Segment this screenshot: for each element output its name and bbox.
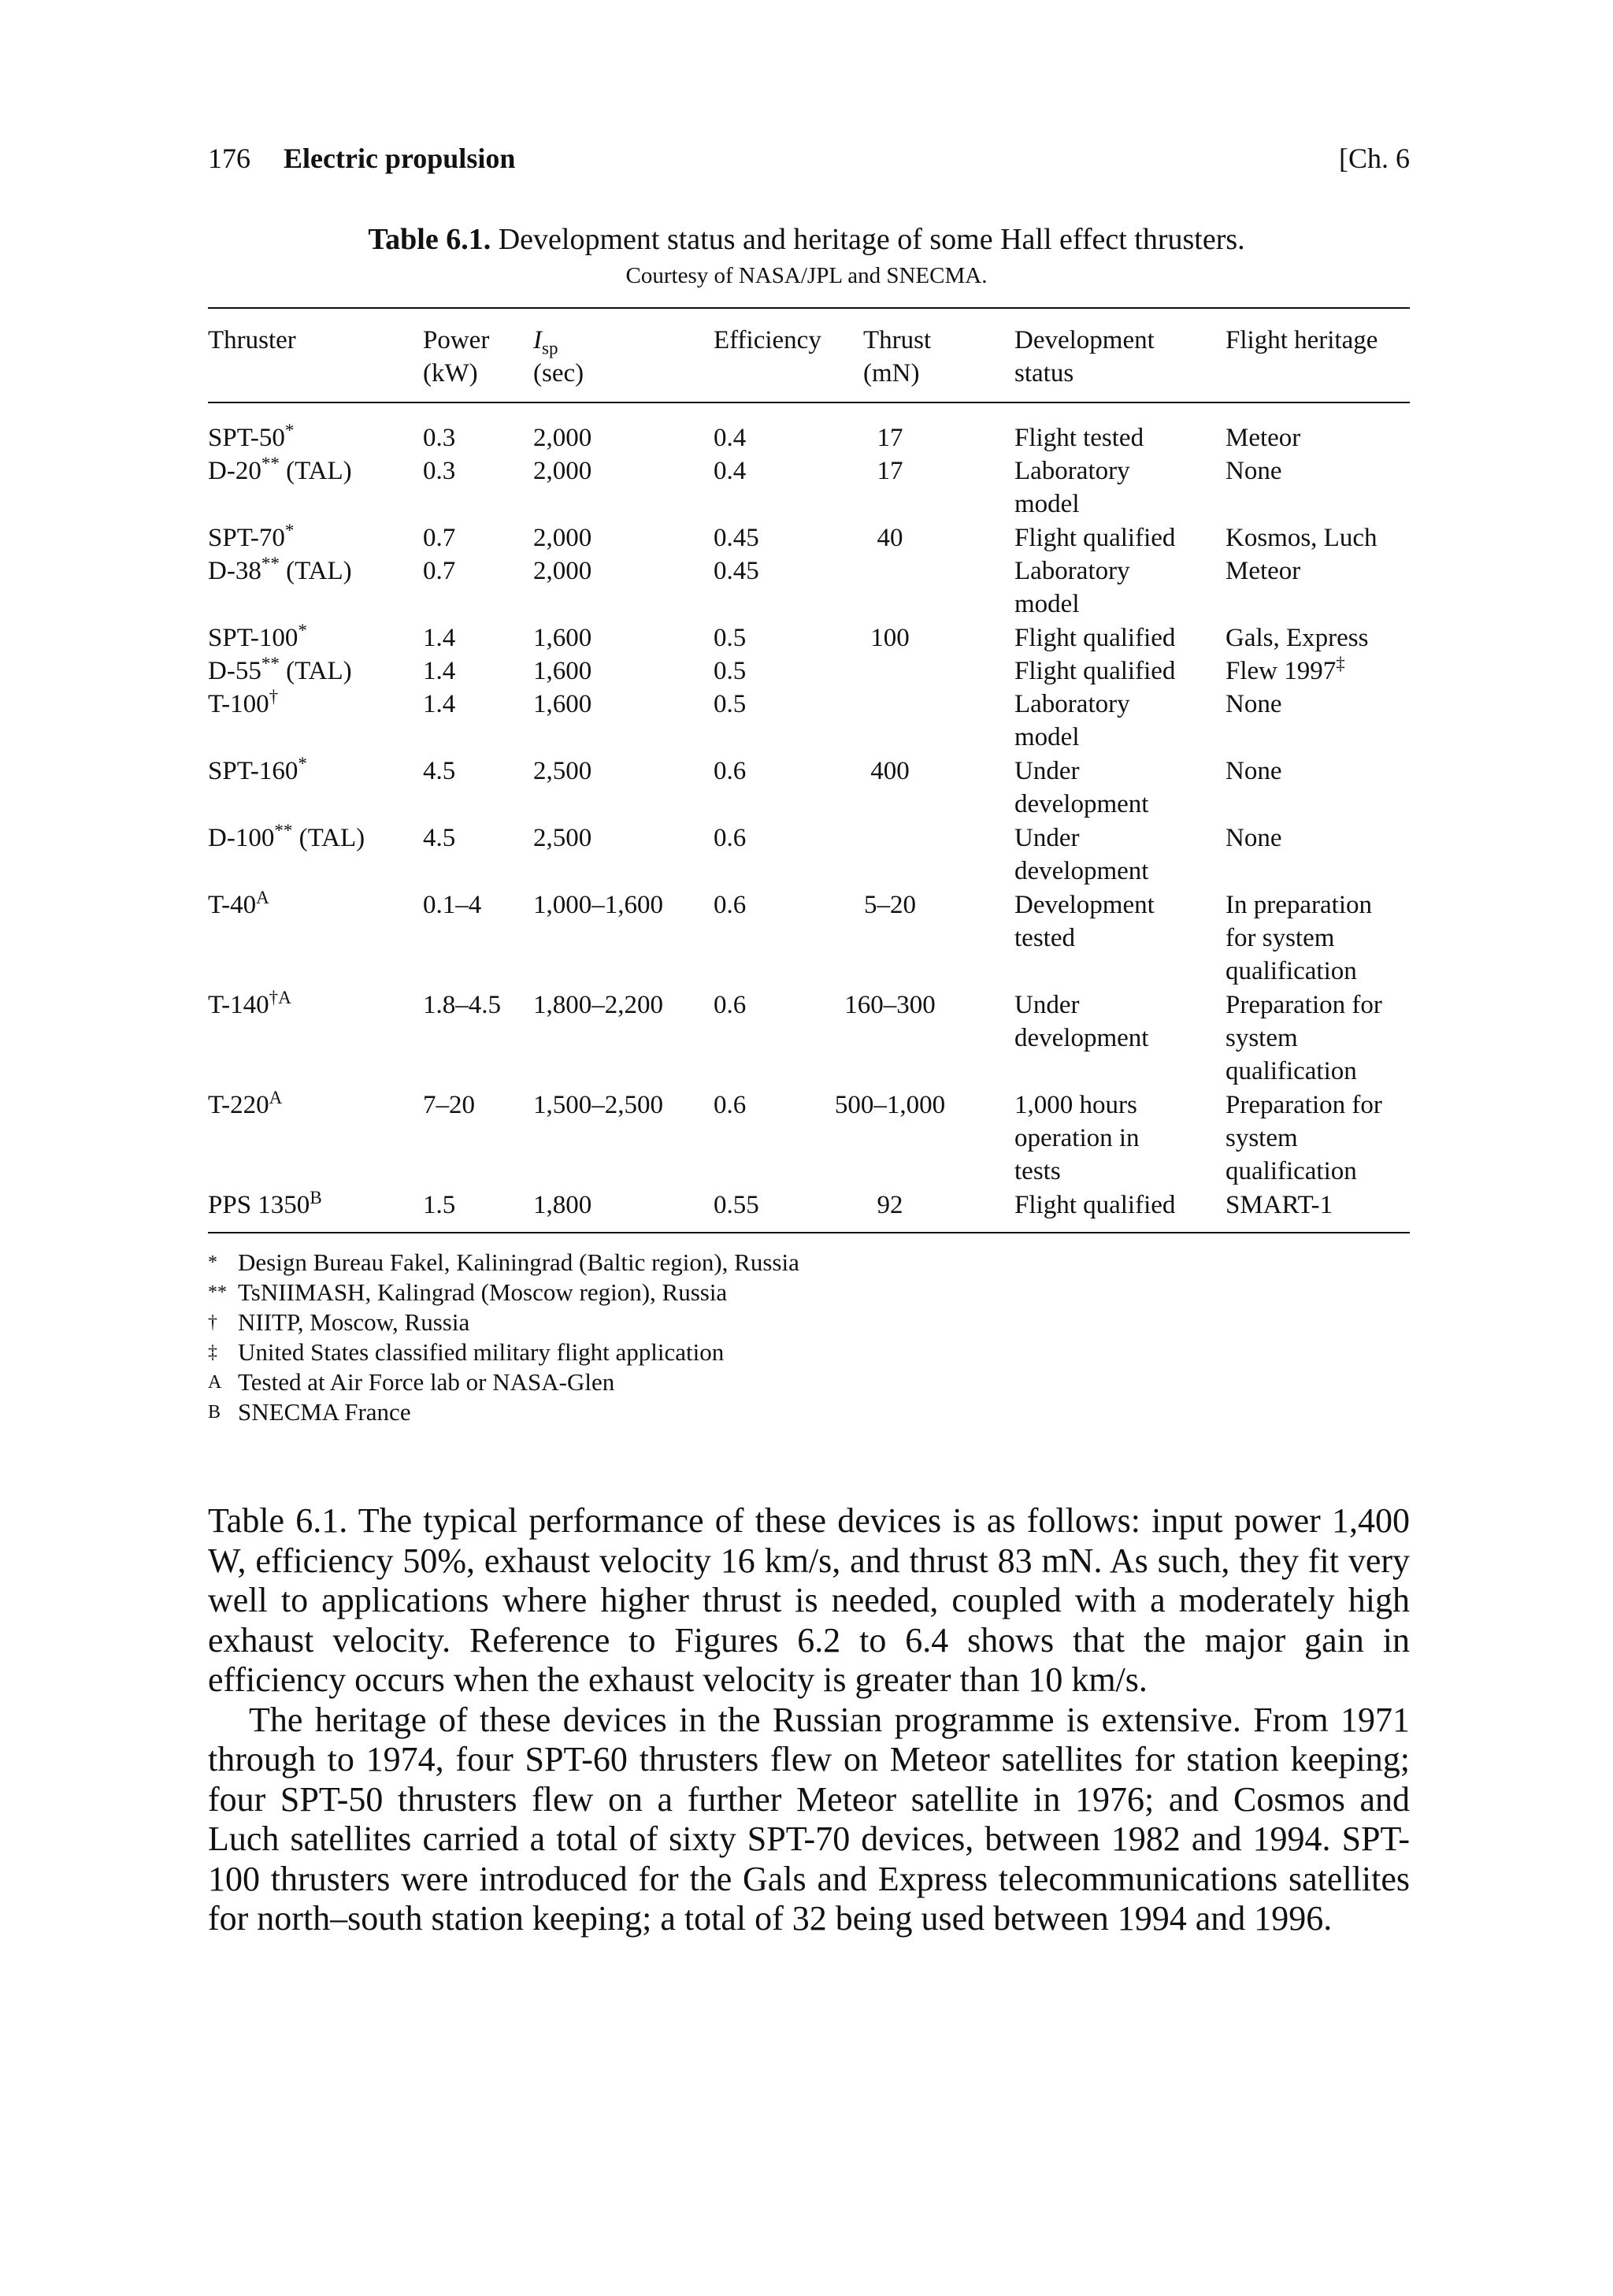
cell-thrust: 500–1,000 [834, 1091, 946, 1119]
cell-isp: 2,500 [533, 824, 592, 852]
thruster-footnote-mark: ** [261, 653, 280, 673]
footnote-mark: ‡ [208, 1342, 217, 1363]
cell-thruster [208, 655, 352, 688]
cell-isp: 1,500–2,500 [533, 1091, 663, 1119]
cell-heritage [1226, 555, 1300, 588]
cell-heritage [1226, 621, 1368, 655]
cell-efficiency: 0.4 [714, 457, 747, 485]
col-header-isp [533, 324, 584, 390]
cell-thruster [208, 621, 307, 655]
cell-power: 4.5 [423, 757, 456, 785]
heritage-text: Meteor [1226, 557, 1301, 585]
table-header-rule [208, 402, 1410, 403]
cell-power: 7–20 [423, 1091, 475, 1119]
cell-power: 4.5 [423, 824, 456, 852]
cell-heritage [1226, 655, 1345, 688]
cell-thruster [208, 755, 307, 788]
footnote-mark: * [208, 1252, 217, 1273]
cell-isp: 2,000 [533, 424, 592, 452]
table-caption-text: Development status and heritage of some Hall effect thrusters. [491, 223, 1245, 256]
cell-efficiency: 0.45 [714, 524, 759, 552]
cell-power: 1.8–4.5 [423, 991, 501, 1019]
table-label: Table 6.1. [368, 223, 491, 256]
cell-power: 0.7 [423, 524, 456, 552]
cell-dev-status: Development tested [1014, 891, 1155, 952]
cell-dev-status: Laboratory model [1014, 690, 1130, 751]
cell-dev-status: Flight qualified [1014, 1191, 1176, 1219]
thruster-name: T-100 [208, 690, 269, 718]
cell-efficiency: 0.6 [714, 757, 747, 785]
cell-isp: 1,800 [533, 1191, 592, 1219]
isp-symbol: I [533, 326, 542, 354]
cell-thrust: 5–20 [864, 891, 916, 919]
cell-power: 0.3 [423, 457, 456, 485]
cell-heritage [1226, 1089, 1382, 1188]
thruster-footnote-mark: †A [269, 987, 291, 1007]
thruster-footnote-mark: B [310, 1187, 322, 1207]
cell-power: 0.7 [423, 557, 456, 585]
footnote-mark: A [208, 1372, 222, 1393]
table-caption [0, 222, 1613, 257]
cell-dev-status: Under development [1014, 757, 1149, 818]
cell-efficiency: 0.5 [714, 624, 747, 652]
cell-dev-status: Under development [1014, 824, 1149, 885]
thruster-name: D-38 [208, 557, 261, 585]
col-header-heritage: Flight heritage [1226, 326, 1378, 354]
cell-heritage [1226, 888, 1372, 988]
cell-thruster [208, 521, 294, 555]
table-bottom-rule [208, 1232, 1410, 1233]
footnote-text: United States classified military flight application [238, 1338, 725, 1366]
heritage-text: Gals, Express [1226, 624, 1369, 652]
cell-isp: 1,800–2,200 [533, 991, 663, 1019]
cell-thruster [208, 454, 352, 488]
thruster-name: SPT-70 [208, 524, 285, 552]
thruster-name: T-140 [208, 991, 269, 1019]
cell-isp: 1,600 [533, 657, 592, 685]
heritage-text: SMART-1 [1226, 1191, 1333, 1219]
thruster-footnote-mark: * [284, 520, 295, 540]
cell-heritage [1226, 1189, 1333, 1222]
isp-unit: (sec) [533, 359, 584, 388]
cell-efficiency: 0.5 [714, 657, 747, 685]
cell-power: 0.1–4 [423, 891, 482, 919]
cell-heritage [1226, 822, 1281, 855]
footnote-mark: ** [208, 1282, 227, 1303]
cell-power: 1.4 [423, 690, 456, 718]
cell-power: 1.5 [423, 1191, 456, 1219]
cell-thrust: 400 [870, 757, 910, 785]
heritage-text: None [1226, 757, 1282, 785]
footnote-text: SNECMA France [238, 1398, 411, 1426]
cell-power: 1.4 [423, 657, 456, 685]
heritage-text: None [1226, 457, 1282, 485]
footnote [208, 1367, 614, 1397]
thruster-suffix: (TAL) [279, 657, 352, 685]
cell-isp: 1,600 [533, 690, 592, 718]
cell-dev-status: Flight qualified [1014, 657, 1176, 685]
cell-dev-status: Flight qualified [1014, 624, 1176, 652]
cell-isp: 2,000 [533, 457, 592, 485]
thruster-name: SPT-50 [208, 424, 285, 452]
cell-isp: 2,000 [533, 524, 592, 552]
cell-thruster [208, 888, 269, 922]
page-header [208, 142, 1410, 181]
thruster-name: PPS 1350 [208, 1191, 310, 1219]
cell-thruster [208, 822, 365, 855]
cell-heritage [1226, 688, 1281, 721]
cell-dev-status: 1,000 hours operation in tests [1014, 1091, 1140, 1185]
heritage-text: Meteor [1226, 424, 1301, 452]
page-number: 176 [208, 143, 250, 174]
cell-isp: 1,000–1,600 [533, 891, 663, 919]
cell-thrust: 160–300 [844, 991, 936, 1019]
cell-dev-status: Flight tested [1014, 424, 1144, 452]
cell-efficiency: 0.6 [714, 824, 747, 852]
footnote-mark: B [208, 1402, 221, 1422]
cell-dev-status: Under development [1014, 991, 1149, 1052]
cell-thruster [208, 1189, 322, 1222]
cell-heritage [1226, 421, 1300, 454]
cell-efficiency: 0.6 [714, 891, 747, 919]
cell-thruster [208, 1089, 282, 1122]
cell-thrust: 40 [877, 524, 903, 552]
heritage-text: Preparation for system qualification [1226, 991, 1382, 1085]
cell-thruster [208, 555, 352, 588]
footnote-mark: † [208, 1312, 217, 1333]
cell-thrust: 17 [877, 457, 903, 485]
footnote-text: Tested at Air Force lab or NASA-Glen [238, 1368, 615, 1396]
cell-dev-status: Laboratory model [1014, 557, 1130, 618]
heritage-text: None [1226, 690, 1282, 718]
footnote-text: TsNIIMASH, Kalingrad (Moscow region), Russia [238, 1278, 728, 1306]
cell-isp: 2,500 [533, 757, 592, 785]
footnote [208, 1337, 724, 1367]
cell-heritage [1226, 989, 1382, 1088]
thruster-footnote-mark: A [269, 1087, 283, 1107]
chapter-label: [Ch. 6 [1339, 143, 1410, 174]
cell-heritage [1226, 454, 1281, 488]
table-courtesy: Courtesy of NASA/JPL and SNECMA. [625, 263, 988, 288]
heritage-text: Kosmos, Luch [1226, 524, 1378, 552]
footnote [208, 1307, 469, 1337]
heritage-text: Flew 1997 [1226, 657, 1337, 685]
cell-thruster [208, 421, 294, 454]
paragraph: Table 6.1. The typical performance of these devices is as follows: input power 1,400 W, efficiency 50%, exhaust velocity 16 km/s, and thrust 83 mN. As such, they fit very well to applications where higher thrust is needed, coupled with a moderately high exhaust velocity. Reference to Figures 6.2 to 6.4 shows that the major gain in efficiency occurs when the exhaust velocity is greater than 10 km/s. [208, 1501, 1410, 1699]
cell-efficiency: 0.4 [714, 424, 747, 452]
thruster-name: D-55 [208, 657, 261, 685]
heritage-text: In preparation for system qualification [1226, 891, 1372, 985]
thruster-name: SPT-160 [208, 757, 298, 785]
cell-power: 1.4 [423, 624, 456, 652]
col-header-power: Power (kW) [423, 326, 490, 388]
body-text [208, 1501, 1410, 1939]
thruster-name: T-40 [208, 891, 257, 919]
thruster-footnote-mark: ** [274, 820, 293, 840]
cell-isp: 1,600 [533, 624, 592, 652]
col-header-thruster: Thruster [208, 326, 296, 354]
cell-efficiency: 0.55 [714, 1191, 759, 1219]
isp-subscript: sp [542, 337, 558, 358]
col-header-dev-status: Development status [1014, 326, 1155, 388]
cell-dev-status: Flight qualified [1014, 524, 1176, 552]
thruster-footnote-mark: † [269, 686, 279, 707]
thruster-name: T-220 [208, 1091, 269, 1119]
cell-thrust: 17 [877, 424, 903, 452]
paragraph: The heritage of these devices in the Russian programme is extensive. From 1971 through to 1974, four SPT-60 thrusters flew on Meteor satellites for station keeping; four SPT-50 thrusters flew on a further Meteor satellite in 1976; and Cosmos and Luch satellites carried a total of sixty SPT-70 devices, between 1982 and 1994. SPT-100 thrusters were introduced for the Gals and Express telecommunications satellites for north–south station keeping; a total of 32 being used between 1994 and 1996. [208, 1700, 1410, 1938]
thruster-name: D-100 [208, 824, 275, 852]
col-header-thrust: Thrust (mN) [863, 326, 932, 388]
heritage-text: Preparation for system qualification [1226, 1091, 1382, 1185]
cell-dev-status: Laboratory model [1014, 457, 1130, 518]
cell-isp: 2,000 [533, 557, 592, 585]
footnote [208, 1248, 799, 1278]
thruster-footnote-mark: * [298, 620, 307, 640]
footnote [208, 1278, 727, 1307]
table-top-rule [208, 307, 1410, 309]
cell-heritage [1226, 755, 1281, 788]
heritage-text: None [1226, 824, 1282, 852]
cell-thruster [208, 989, 291, 1022]
heritage-footnote-mark: ‡ [1336, 653, 1345, 673]
cell-efficiency: 0.45 [714, 557, 759, 585]
thruster-footnote-mark: * [298, 753, 307, 773]
running-title: Electric propulsion [284, 143, 516, 174]
thruster-suffix: (TAL) [279, 457, 352, 485]
thruster-footnote-mark: ** [261, 453, 280, 473]
thruster-footnote-mark: A [256, 887, 269, 907]
cell-thruster [208, 688, 278, 721]
thruster-suffix: (TAL) [292, 824, 365, 852]
footnote [208, 1397, 411, 1427]
thruster-footnote-mark: ** [261, 553, 280, 573]
footnote-text: Design Bureau Fakel, Kaliningrad (Baltic region), Russia [238, 1248, 799, 1276]
cell-heritage [1226, 521, 1378, 555]
cell-efficiency: 0.6 [714, 991, 747, 1019]
thruster-footnote-mark: * [284, 420, 295, 440]
thruster-name: SPT-100 [208, 624, 298, 652]
thruster-name: D-20 [208, 457, 261, 485]
footnote-text: NIITP, Moscow, Russia [238, 1308, 470, 1336]
cell-efficiency: 0.5 [714, 690, 747, 718]
col-header-efficiency: Efficiency [714, 326, 821, 354]
cell-power: 0.3 [423, 424, 456, 452]
thruster-suffix: (TAL) [279, 557, 352, 585]
cell-thrust: 100 [870, 624, 910, 652]
cell-thrust: 92 [877, 1191, 903, 1219]
cell-efficiency: 0.6 [714, 1091, 747, 1119]
